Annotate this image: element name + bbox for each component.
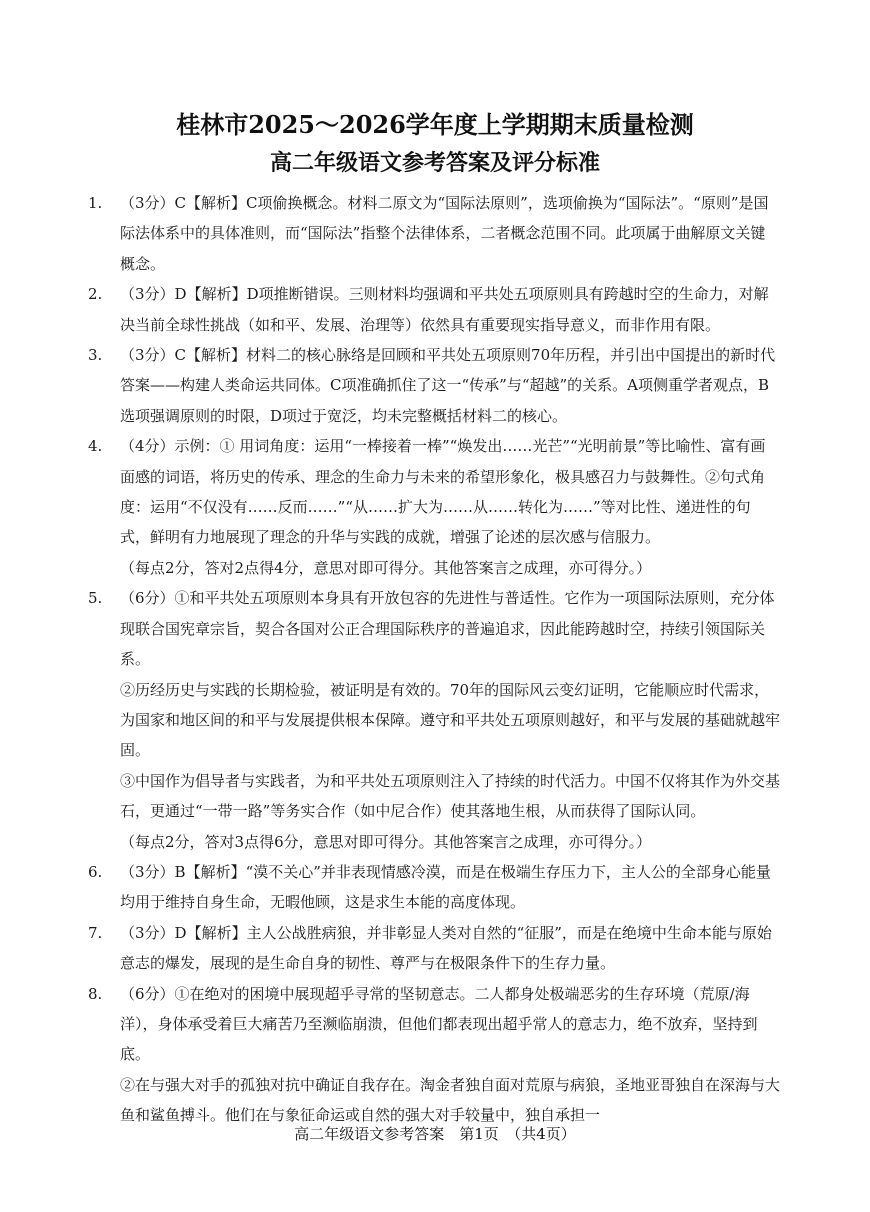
answer-number: 8. [88,984,103,1003]
answer-number: 5. [88,589,103,608]
answer-list [88,188,780,1131]
answer-text: ②历经历史与实践的长期检验，被证明是有效的。70年的国际风云变幻证明，它能顺应时代需求，为国家和地区间的和平与发展提供根本保障。遵守和平共处五项原则越好，和平与发展的基础就越牢固。 [120,680,781,760]
answer-text: （3分）C【解析】C项偷换概念。材料二原文为“国际法原则”，选项偷换为“国际法”。“原则”是国际法体系中的具体准则，而“国际法”指整个法律体系，二者概念范围不同。此项属于曲解原文关键概念。 [120,194,769,273]
answer-item-6 [88,857,780,918]
answer-text: （3分）C【解析】材料二的核心脉络是回顾和平共处五项原则70年历程，并引出中国提出的新时代答案——构建人类命运共同体。C项准确抓住了这一“传承”与“超越”的关系。A项侧重学者观点，B选项强调原则的时限，D项过于宽泛，均未完整概括材料二的核心。 [120,346,776,425]
answer-item-7 [88,918,780,979]
answer-item-8 [88,979,780,1131]
answer-text: （4分）示例：① 用词角度：运用“一棒接着一棒”“焕发出……光芒”“光明前景”等比喻性、富有画面感的词语，将历史的传承、理念的生命力与未来的希望形象化，极具感召力与鼓舞性。②句式角度：运用“不仅没有……反而……”“从……扩大为……从……转化为……”等对比性、递进性的句式，鲜明有力地展现了理念的升华与实践的成就，增强了论述的层次感与信服力。 [120,437,766,547]
answer-number: 3. [88,346,103,365]
answer-text: （3分）D【解析】D项推断错误。三则材料均强调和平共处五项原则具有跨越时空的生命力，对解决当前全球性挑战（如和平、发展、治理等）依然具有重要现实指导意义，而非作用有限。 [120,285,769,334]
answer-number: 1. [88,194,103,212]
scoring-note: （每点2分，答对3点得6分，意思对即可得分。其他答案言之成理，亦可得分。） [120,832,652,851]
answer-item-3 [88,340,780,431]
page-footer: 高二年级语文参考答案 第1页 （共4页） [294,1125,576,1143]
answer-text: （6分）①在绝对的困境中展现超乎寻常的坚韧意志。二人都身处极端恶劣的生存环境（荒原/海洋），身体承受着巨大痛苦乃至濒临崩溃，但他们都表现出超乎常人的意志力，绝不放弃，坚持到底。 [120,984,758,1064]
answer-number: 7. [88,923,103,942]
answer-text: ②在与强大对手的孤独对抗中确证自我存在。淘金者独自面对荒原与病狼，圣地亚哥独自在深海与大鱼和鲨鱼搏斗。他们在与象征命运或自然的强大对手较量中，独自承担一 [120,1075,781,1125]
answer-text: （3分）B【解析】“漠不关心”并非表现情感冷漠，而是在极端生存压力下，主人公的全部身心能量均用于维持自身生命，无暇他顾，这是求生本能的高度体现。 [120,862,771,912]
answer-text: （6分）①和平共处五项原则本身具有开放包容的先进性与普适性。它作为一项国际法原则，充分体现联合国宪章宗旨，契合各国对公正合理国际秩序的普遍追求，因此能跨越时空，持续引领国际关系。 [120,589,775,669]
answer-item-4 [88,431,780,553]
scoring-note: （每点2分，答对2点得4分，意思对即可得分。其他答案言之成理，亦可得分。） [120,558,652,577]
answer-item-2 [88,279,780,340]
answer-number: 4. [88,437,103,456]
answer-text: （3分）D【解析】主人公战胜病狼，并非彰显人类对自然的“征服”，而是在绝境中生命本能与原始意志的爆发，展现的是生命自身的韧性、尊严与在极限条件下的生存力量。 [120,923,772,973]
answer-text: ③中国作为倡导者与实践者，为和平共处五项原则注入了持续的时代活力。中国不仅将其作为外交基石，更通过“一带一路”等务实合作（如中尼合作）使其落地生根，从而获得了国际认同。 [120,771,781,821]
page-title: 桂林市2025～2026学年度上学期期末质量检测 [176,110,694,139]
answer-item-5 [88,583,780,826]
answer-number: 6. [88,862,103,881]
page-subtitle: 高二年级语文参考答案及评分标准 [269,150,600,176]
answer-item-1 [88,188,780,279]
answer-number: 2. [88,285,103,304]
